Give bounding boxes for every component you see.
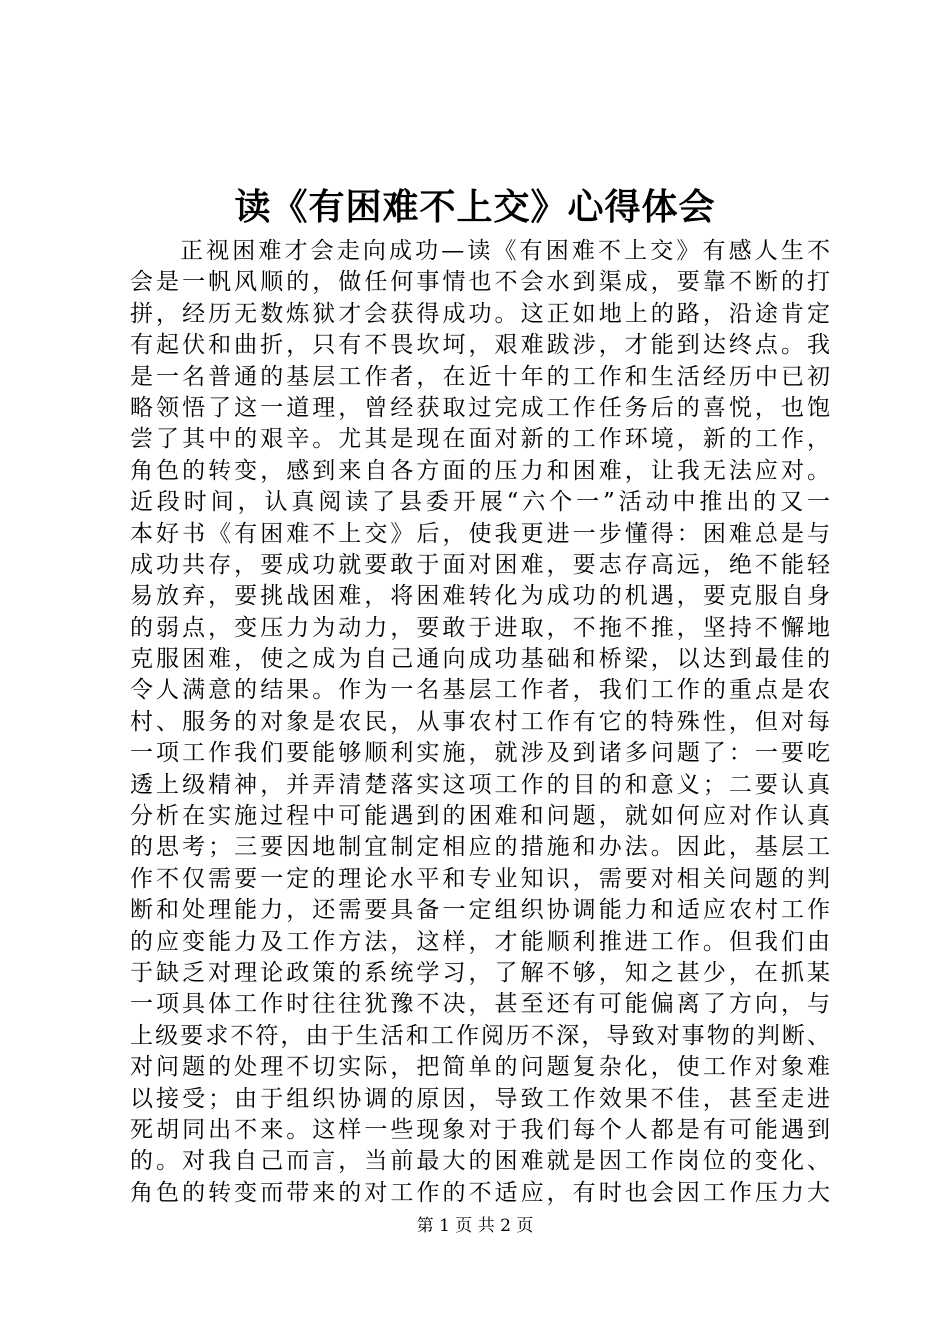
body-line: 的应变能力及工作方法，这样，才能顺利推进工作。但我们由 [130,928,830,955]
document-title: 读《有困难不上交》心得体会 [234,186,716,228]
body-line: 拼，经历无数炼狱才会获得成功。这正如地上的路，沿途肯定 [130,300,830,327]
body-line: 的弱点，变压力为动力，要敢于进取，不拖不推，坚持不懈地 [130,614,830,641]
body-line: 克服困难，使之成为自己通向成功基础和桥梁，以达到最佳的 [130,646,830,673]
body-line: 是一名普通的基层工作者，在近十年的工作和生活经历中已初 [130,363,830,390]
body-line: 分析在实施过程中可能遇到的困难和问题，就如何应对作认真 [130,803,830,830]
document-body [130,236,830,1209]
body-line: 角色的转变，感到来自各方面的压力和困难，让我无法应对。 [130,457,830,484]
body-line: 村、服务的对象是农民，从事农村工作有它的特殊性，但对每 [130,708,830,735]
body-line: 的思考；三要因地制宜制定相应的措施和办法。因此，基层工 [130,834,830,861]
body-line: 死胡同出不来。这样一些现象对于我们每个人都是有可能遇到 [130,1116,830,1143]
body-line: 上级要求不符，由于生活和工作阅历不深，导致对事物的判断、 [130,1022,830,1049]
body-line: 尝了其中的艰辛。尤其是现在面对新的工作环境，新的工作， [130,426,830,453]
body-line: 于缺乏对理论政策的系统学习，了解不够，知之甚少，在抓某 [130,959,830,986]
body-line: 透上级精神，并弄清楚落实这项工作的目的和意义；二要认真 [130,771,830,798]
body-line: 略领悟了这一道理，曾经获取过完成工作任务后的喜悦，也饱 [130,394,830,421]
body-line: 以接受；由于组织协调的原因，导致工作效果不佳，甚至走进 [130,1085,830,1112]
body-line: 对问题的处理不切实际，把简单的问题复杂化，使工作对象难 [130,1054,830,1081]
body-line: 正视困难才会走向成功—读《有困难不上交》有感人生不 [180,238,830,264]
body-line: 一项工作我们要能够顺利实施，就涉及到诸多问题了：一要吃 [130,740,830,767]
body-line: 一项具体工作时往往犹豫不决，甚至还有可能偏离了方向，与 [130,991,830,1018]
body-line: 角色的转变而带来的对工作的不适应，有时也会因工作压力大 [130,1179,830,1206]
body-line: 近段时间，认真阅读了县委开展“六个一”活动中推出的又一 [130,489,830,516]
body-line: 成功共存，要成功就要敢于面对困难，要志存高远，绝不能轻 [130,551,830,578]
body-line: 作不仅需要一定的理论水平和专业知识，需要对相关问题的判 [130,865,830,892]
body-line: 易放弃，要挑战困难，将困难转化为成功的机遇，要克服自身 [130,583,830,610]
body-line: 本好书《有困难不上交》后，使我更进一步懂得：困难总是与 [130,520,830,547]
body-line: 会是一帆风顺的，做任何事情也不会水到渠成，要靠不断的打 [130,269,830,296]
body-line: 断和处理能力，还需要具备一定组织协调能力和适应农村工作 [130,897,830,924]
body-line: 的。对我自己而言，当前最大的困难就是因工作岗位的变化、 [130,1148,830,1175]
page-footer: 第 1 页 共 2 页 [416,1216,534,1236]
body-line: 有起伏和曲折，只有不畏坎坷，艰难跋涉，才能到达终点。我 [130,332,830,359]
body-line: 令人满意的结果。作为一名基层工作者，我们工作的重点是农 [130,677,830,704]
